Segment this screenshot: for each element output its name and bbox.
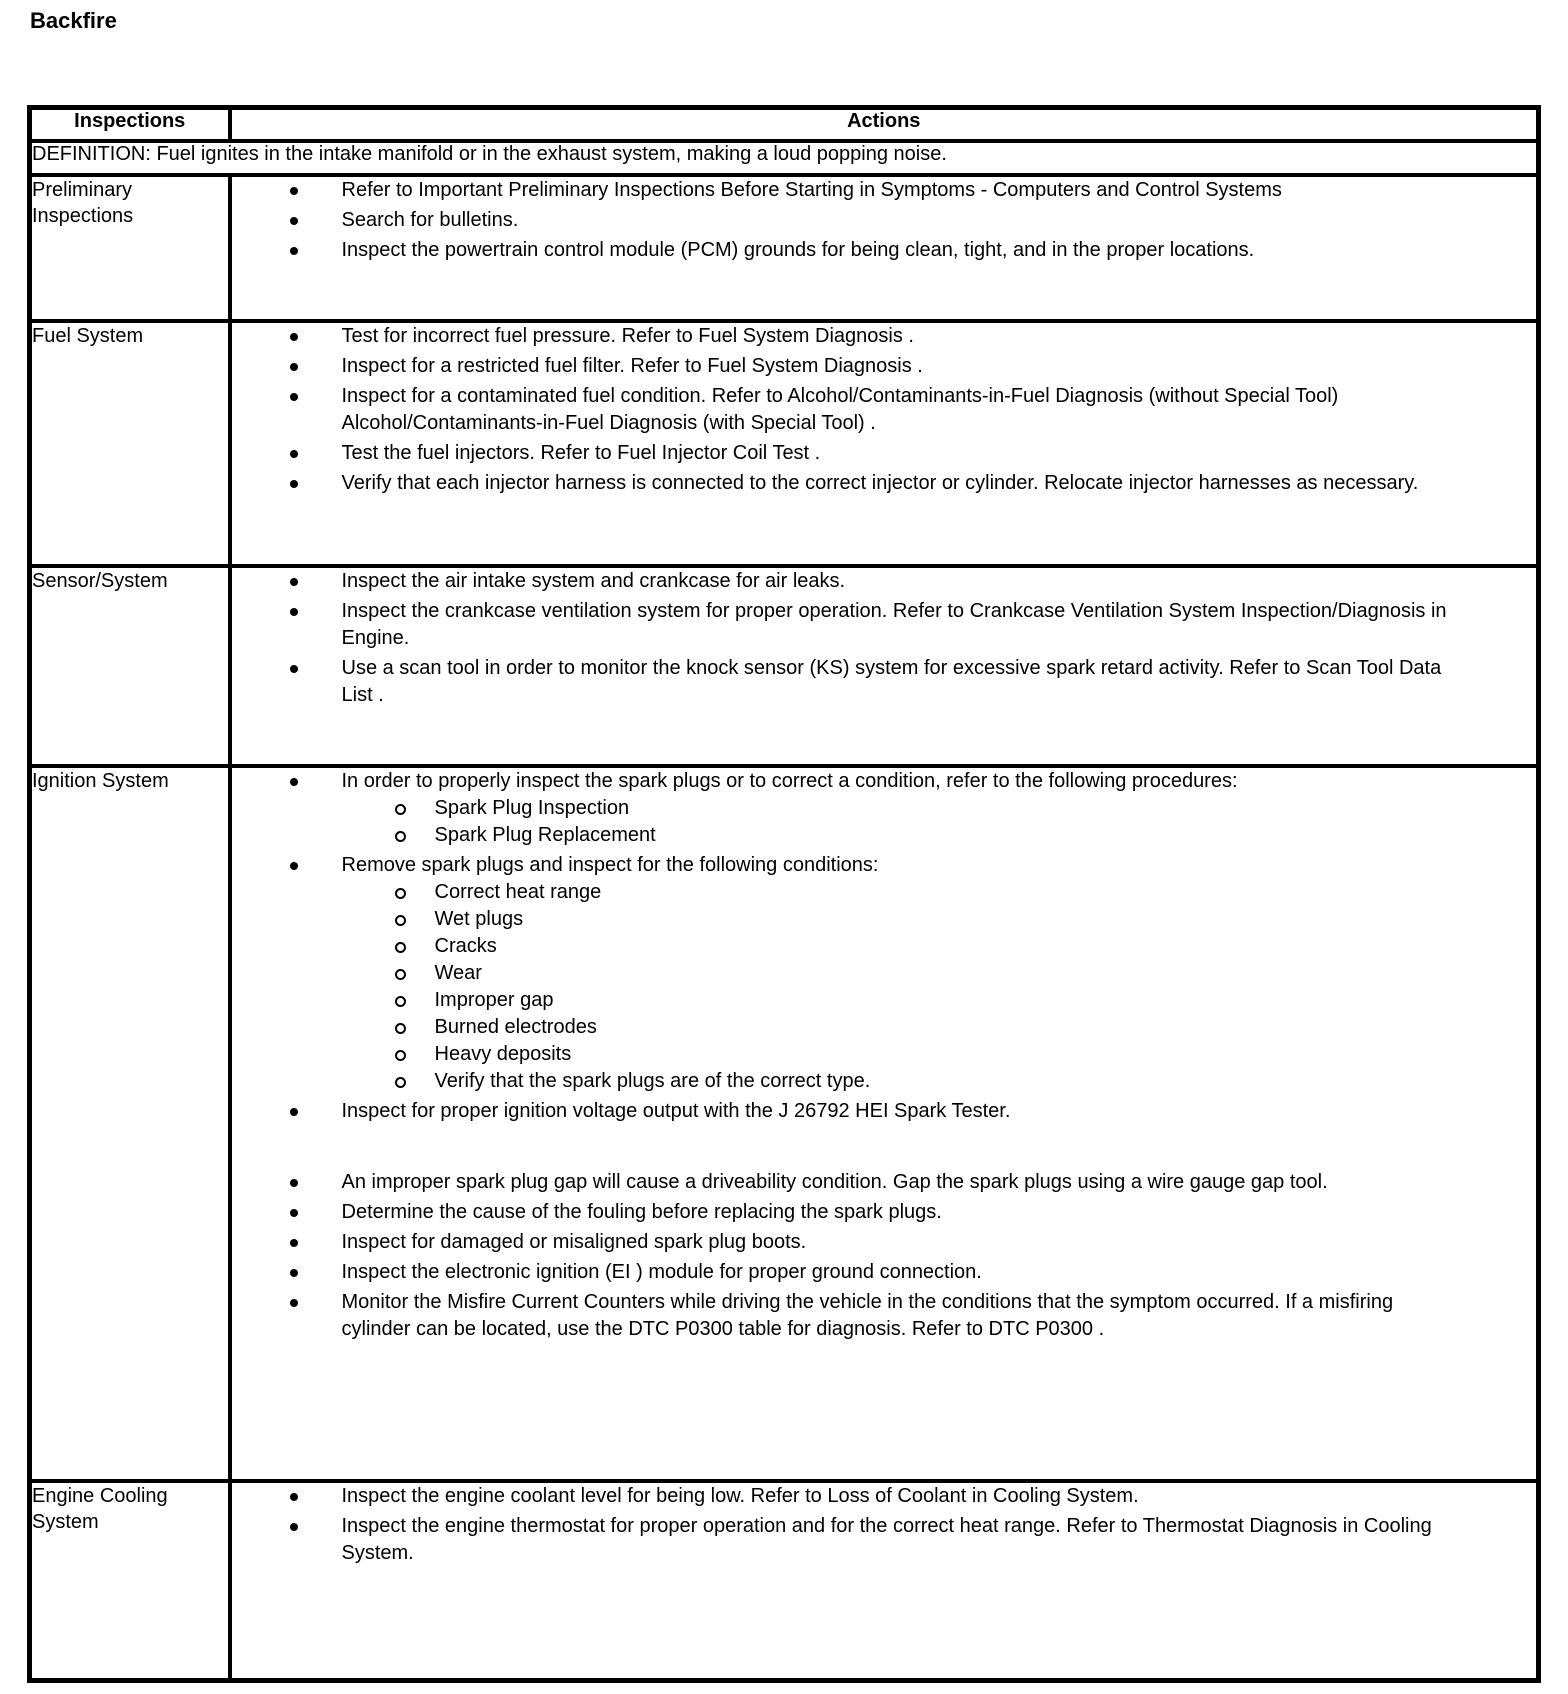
table-row (30, 766, 1539, 1481)
inspection-label: Fuel System (30, 321, 230, 566)
action-bullet-text: Use a scan tool in order to monitor the knock sensor (KS) system for excessive spark retard activity. Refer to Scan Tool Data List . (341, 656, 1442, 706)
action-bullet (232, 470, 1537, 497)
action-bullet (232, 655, 1537, 709)
column-header-actions: Actions (230, 108, 1539, 141)
action-bullet (232, 1169, 1537, 1196)
column-header-inspections: Inspections (30, 108, 230, 141)
definition-row (30, 141, 1539, 175)
action-sub-bullet: Wet plugs (342, 906, 1537, 933)
action-bullet (232, 237, 1537, 264)
action-bullet (232, 1229, 1537, 1256)
action-bullet-text: Inspect the crankcase ventilation system for proper operation. Refer to Crankcase Ventilation System Inspection/Diagnosis in Engine. (341, 599, 1447, 649)
action-bullet-text: An improper spark plug gap will cause a driveability condition. Gap the spark plugs using a wire gauge gap tool. (341, 1170, 1328, 1193)
action-bullet (232, 568, 1537, 595)
action-bullet (232, 323, 1537, 350)
table-header-row (30, 108, 1539, 141)
action-bullet-text: Remove spark plugs and inspect for the following conditions: (341, 853, 879, 876)
action-bullet-text: Inspect for a restricted fuel filter. Refer to Fuel System Diagnosis . (341, 354, 923, 377)
action-sub-bullet: Verify that the spark plugs are of the correct type. (342, 1068, 1537, 1095)
action-bullet-text: Inspect for a contaminated fuel condition. Refer to Alcohol/Contaminants-in-Fuel Diagnosis (without Special Tool) Alcohol/Contaminants-in-Fuel Diagnosis (with Special Tool) . (341, 384, 1339, 434)
action-sub-bullet: Cracks (342, 933, 1537, 960)
action-bullet-text: Inspect the air intake system and crankcase for air leaks. (341, 569, 846, 592)
action-bullet (232, 1513, 1537, 1567)
definition-text: DEFINITION: Fuel ignites in the intake manifold or in the exhaust system, making a loud popping noise. (30, 141, 1539, 175)
action-bullet (232, 768, 1537, 849)
action-list (232, 177, 1537, 264)
table-row (30, 175, 1539, 321)
actions-cell (230, 321, 1539, 566)
action-bullet (232, 353, 1537, 380)
action-bullet (232, 1259, 1537, 1286)
action-bullet-text: In order to properly inspect the spark plugs or to correct a condition, refer to the following procedures: (341, 769, 1238, 792)
table-body (30, 141, 1539, 1681)
action-bullet-text: Inspect the engine coolant level for being low. Refer to Loss of Coolant in Cooling System. (341, 1484, 1139, 1507)
action-sub-bullet: Heavy deposits (342, 1041, 1537, 1068)
action-bullet (232, 1289, 1537, 1343)
action-sub-bullet: Wear (342, 960, 1537, 987)
action-sub-bullet: Spark Plug Inspection (342, 795, 1537, 822)
inspection-label: Preliminary Inspections (30, 175, 230, 321)
action-list (232, 1483, 1537, 1567)
actions-cell (230, 175, 1539, 321)
symptom-diagnosis-table (27, 105, 1541, 1683)
action-bullet-text: Determine the cause of the fouling before replacing the spark plugs. (341, 1200, 942, 1223)
action-sub-bullet: Burned electrodes (342, 1014, 1537, 1041)
action-bullet (232, 1483, 1537, 1510)
action-sub-bullet: Spark Plug Replacement (342, 822, 1537, 849)
action-bullet (232, 207, 1537, 234)
action-bullet-text: Search for bulletins. (341, 208, 519, 231)
action-bullet-text: Monitor the Misfire Current Counters while driving the vehicle in the conditions that the symptom occurred. If a misfiring cylinder can be located, use the DTC P0300 table for diagnosis. Refer to DTC P0300 . (341, 1290, 1394, 1340)
action-list (232, 568, 1537, 709)
page-title: Backfire (30, 8, 117, 33)
action-bullet (232, 598, 1537, 652)
table-row (30, 321, 1539, 566)
action-bullet (232, 1199, 1537, 1226)
inspection-label: Engine Cooling System (30, 1481, 230, 1681)
action-bullet (232, 440, 1537, 467)
action-bullet-text: Inspect for damaged or misaligned spark plug boots. (341, 1230, 807, 1253)
action-bullet (232, 383, 1537, 437)
action-bullet-text: Inspect the engine thermostat for proper operation and for the correct heat range. Refer to Thermostat Diagnosis in Cooling System. (341, 1514, 1432, 1564)
table-row (30, 1481, 1539, 1681)
action-bullet-text: Test for incorrect fuel pressure. Refer to Fuel System Diagnosis . (341, 324, 914, 347)
action-list (232, 323, 1537, 497)
action-sub-bullet: Correct heat range (342, 879, 1537, 906)
action-sub-bullet: Improper gap (342, 987, 1537, 1014)
action-bullet-text: Inspect the electronic ignition (EI ) module for proper ground connection. (341, 1260, 982, 1283)
action-bullet-text: Test the fuel injectors. Refer to Fuel Injector Coil Test . (341, 441, 821, 464)
action-sub-list (342, 879, 1537, 1095)
action-bullet (232, 177, 1537, 204)
action-list (232, 768, 1537, 1343)
inspection-label: Sensor/System (30, 566, 230, 766)
actions-cell (230, 1481, 1539, 1681)
actions-cell (230, 766, 1539, 1481)
actions-cell (230, 566, 1539, 766)
action-sub-list (342, 795, 1537, 849)
action-bullet-text: Inspect for proper ignition voltage output with the J 26792 HEI Spark Tester. (341, 1099, 1011, 1122)
action-bullet-text: Verify that each injector harness is connected to the correct injector or cylinder. Relocate injector harnesses as necessary. (341, 471, 1419, 494)
action-bullet-text: Refer to Important Preliminary Inspections Before Starting in Symptoms - Computers and Control Systems (341, 178, 1282, 201)
action-bullet (232, 852, 1537, 1095)
action-bullet (232, 1098, 1537, 1125)
table-row (30, 566, 1539, 766)
action-bullet-text: Inspect the powertrain control module (PCM) grounds for being clean, tight, and in the proper locations. (341, 238, 1255, 261)
inspection-label: Ignition System (30, 766, 230, 1481)
